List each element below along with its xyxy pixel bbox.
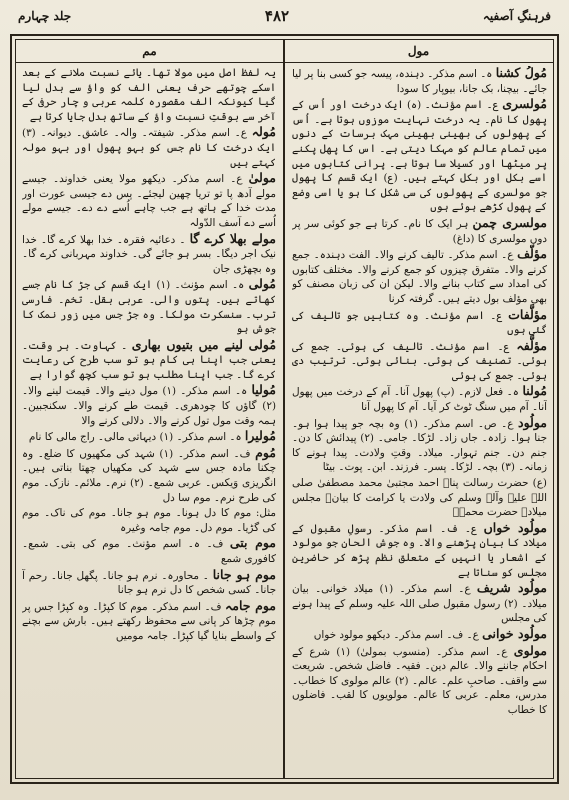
- dictionary-entry: [22, 232, 276, 277]
- entry-definition: ہر ایک کا نام۔ کرتا ہے جو کوئی سر پر دوں مولسری کا (داغ): [292, 217, 547, 245]
- entry-definition: ع۔ اسم مذکر۔ دیکھو مولا یعنی خداوند۔ جیسے مولے آدھ پا تو تریا چھین لیجئے۔ پس دے جیسی عورت اور مدت خدا کے ہاتھ ہے جب چاہے اُسے دے دے۔ جیسے مولے اُسے دے آسف الدّولہ: [22, 173, 276, 229]
- entry-definition: ع۔ اسم مذکر۔ شیفتہ۔ والہ۔ عاشق۔ دیوانہ۔ (۳) ایک درخت کا نام جس کو بہو پھول اور بہو مولہ کہتے ہیں: [22, 127, 276, 169]
- entry-definition: ۔ محاورہ۔ نرم ہو جانا۔ پگھل جانا۔ رحم آ جانا۔ کسی شخص کا دل نرم ہو جانا: [22, 569, 276, 597]
- dictionary-entry: [22, 171, 276, 230]
- dictionary-entry: [22, 125, 276, 170]
- page-frame: [10, 34, 559, 784]
- page-number: ۴۸۲: [264, 7, 290, 25]
- left-column: [22, 66, 276, 772]
- entry-headword: مولیٰ: [248, 170, 276, 186]
- entry-definition: ہ۔ فعل لازم۔ (پ) پھول آنا۔ آم کے درخت میں پھول آنا۔ آم میں سنگ ٹوٹ کر آیا۔ آم کا پھول آنا: [292, 386, 547, 414]
- entry-definition: ع۔ اسم مؤنث۔ تالیف کی ہوئی۔ جمع کی ہوئی۔ تصنیف کی ہوئی۔ بنائی ہوئی۔ ترتیب دی ہوئی۔ جمع کی ہوئی: [292, 340, 547, 382]
- page-frame-inner: [15, 39, 554, 779]
- entry-headword: مُولنا: [522, 383, 547, 399]
- entry-definition: ہ۔ اسم مذکر۔ (۱) مول دینے والا۔ قیمت لینے والا۔ (۲) گاؤں کا چودھری۔ قیمت طے کرنے والا۔ سکنجبین۔ ہمہ وقت مول تول کرنے والا۔ دلالی کرنے والا: [22, 385, 276, 427]
- entry-headword: مُوم: [255, 444, 276, 460]
- dictionary-entry: [292, 216, 547, 246]
- entry-definition: ہ۔ اسم مذکر۔ (۱) دیہاتی مالی۔ راج مالی کا نام: [28, 431, 242, 444]
- entry-definition: مثل: موم کا دل ہونا۔ موم ہو جانا۔ موم کی ناک۔ موم کی گڑیا۔ موم دل۔ موم جامہ وغیرہ: [22, 507, 276, 534]
- left-column-heading: مم: [16, 40, 283, 63]
- dictionary-entry: [292, 416, 547, 475]
- dictionary-entry: [22, 599, 276, 644]
- entry-headword: مولوی: [513, 642, 547, 658]
- entry-definition: ع۔ ص۔ اسم مذکر۔ (۱) وہ بچہ جو پیدا ہوا ہو۔ جنا ہوا۔ زادہ۔ جاں زاد۔ لڑکا۔ جامی۔ (۲) پیدائش کا دن۔ جنم دن۔ جنم تہوار۔ میلاد۔ وقتِ ولادت۔ پیدا ہونے کا زمانہ۔ (۳) بچہ۔ لڑکا۔ پسر۔ فرزند۔ ابن۔ پوت۔ بیٹا: [292, 417, 547, 474]
- entry-definition: ہ۔ اسم مؤنث۔ (۱) ایک قسم کی جڑ کا نام جسے کھاتے ہیں۔ پتوں والی۔ عربی بقل۔ تخم۔ فارسی ترب۔ سنسکرت مولکا۔ وہ جڑ جس میں زور نمک کا جوش ہو: [22, 279, 276, 336]
- dictionary-entry: [292, 339, 547, 384]
- volume-label: جلد چہارم: [18, 9, 72, 23]
- entry-headword: مؤلَّفات: [508, 306, 547, 322]
- entry-definition: ع۔ اسم مؤنث۔ (ہ) ایک درخت اور اُس کے پھول کا نام۔ یہ درخت نہایت موزوں ہوتا ہے۔ اُس کے پھولوں کی بھینی بھینی مہک برسات کے دنوں میں تمام عالم کو مہکا دیتی ہے۔ اس کا پھل پکنے پر میٹھا اور کسیلا سا ہوتا ہے۔ پرانی کتابوں میں اسے بکل اور بکل کہتے ہیں۔ (ع) ایک قسم کا پھول جو مولسری کے پھولوں کی سی شکل کا ہو یا اسی وضع کے پھول کڑھے ہوئے ہوں: [292, 99, 547, 214]
- entry-headword: مُولیرا: [244, 428, 276, 444]
- entry-headword: مولُود خوانی: [482, 625, 547, 641]
- dictionary-entry: [292, 97, 547, 215]
- entry-headword: مولُود شریف: [476, 580, 547, 596]
- dictionary-entry: [292, 384, 547, 414]
- entry-definition: ع۔ ف۔ اسم مذکر۔ رسولِ مقبول کے میلاد کا بیان پڑھنے والا۔ وہ جوش الحان جو مولود کے اشعار یا انہیں کے متعلق نظم پڑھ کر حاضرین مجلس کو سناتا ہے: [292, 522, 547, 579]
- entry-headword: مُولہ: [251, 124, 276, 140]
- entry-headword: موم بتی: [229, 535, 276, 551]
- entry-definition: ع۔ اسم مؤنث۔ وہ کتابیں جو تالیف کی گئی ہوں: [292, 309, 547, 337]
- column-divider: [283, 40, 285, 778]
- entry-headword: مُولیا: [251, 382, 276, 398]
- dictionary-entry: [292, 644, 547, 718]
- dictionary-entry: [22, 383, 276, 428]
- entry-definition: ف۔ اسم مذکر۔ (۱) شہد کی مکھیوں کا ضلع۔ وہ چکنا مادہ جس سے شہد کی مکھیاں چھتا بناتی ہیں۔ انگریزی وَیکس۔ عربی شمع۔ (۲) نرم۔ ملائم۔ نازک۔ موم کی طرح نرم۔ موم سا دل: [22, 447, 276, 504]
- entry-definition: ہ۔ اسم مذکر۔ دہندہ، پیسہ جو کسی بنا پر لیا جائے۔ بیچنا، بک جانا، بیوپار کا سودا: [292, 68, 547, 95]
- dictionary-entry: [292, 308, 547, 338]
- entry-definition: ف۔ ہ۔ اسم مؤنث۔ موم کی بتی۔ شمع۔ کافوری شمع: [22, 538, 276, 565]
- entry-headword: مُولُ کشنا: [495, 66, 547, 80]
- dictionary-entry: [292, 66, 547, 96]
- dictionary-entry: [22, 446, 276, 505]
- right-column-heading: مول: [284, 40, 553, 63]
- entry-definition: ع۔ ف۔ اسم مذکر۔ دیکھو مولود خواں: [313, 628, 479, 641]
- dictionary-entry: [22, 277, 276, 336]
- dictionary-entry: [22, 338, 276, 383]
- dictionary-entry: [292, 627, 547, 643]
- entry-headword: مُولی لینے میں بتیوں بھاری: [131, 336, 276, 352]
- book-title: فرہنگِ آصفیہ: [482, 9, 551, 23]
- entry-definition: ع۔ اسم مذکر۔ (منسوب بمولیٰ) (۱) شرع کے احکام جاننے والا۔ عالم دین۔ فقیہ۔ فاضل شخص۔ شریعت سے واقف۔ صاحبِ علم۔ عالم۔ (۲) عالم مولوی کا خطاب۔ مدرس، معلم۔ عربی کا عالم۔ مولویوں کا لقب۔ فاضلوں کا خطاب: [292, 645, 547, 716]
- entry-definition: (ع) حضرت رسالت پناہ احمد مجتبیٰ محمد مصطفیٰ صلی اللہ علیہ وآلہ وسلم کی ولادت یا کرامت کا بیان۔ مجلس میلاد۔ حضرت محمدؐ: [292, 477, 547, 519]
- dictionary-entry: [22, 568, 276, 598]
- right-column: [292, 66, 547, 772]
- entry-definition: ۔ کہاوت۔ ہر وقت۔ یعنی جب اپنا ہی کام ہو تو سب طرح کی رعایت کرے گا۔ جب اپنا مطلب ہو تو سب کچھ گوارا ہے: [22, 339, 276, 381]
- dictionary-entry: [22, 66, 276, 124]
- entry-headword: مؤلَّفہ: [516, 337, 547, 353]
- dictionary-entry: [22, 506, 276, 535]
- entry-definition: یہ لفظ اصل میں مولا تھا۔ یائے نسبت ملانے کے بعد اسکے چوتھے حرف یعنی الف کو واؤ سے بدل لیا گیا کیونکہ الف مقصورہ کلمہ عربی و چار حرفی کے آخر سے بوقتِ نسبت واؤ کے ساتھ بدل جایا کرتا ہے: [22, 67, 276, 123]
- entry-headword: مولُود خواں: [483, 519, 547, 535]
- entry-headword: مولے بھلا کرے گا: [189, 230, 276, 246]
- dictionary-entry: [22, 429, 276, 445]
- entry-definition: ع۔ اسم مذکر۔ (۱) میلاد خوانی۔ بیان میلاد۔ (۲) رسول مقبول صلی اللہ علیہ وسلم کے پیدا ہونے کی مجلس: [292, 583, 547, 625]
- dictionary-entry: [22, 536, 276, 566]
- entry-headword: مُولسری: [502, 96, 547, 112]
- dictionary-entry: [292, 581, 547, 626]
- running-head: [18, 4, 551, 28]
- entry-headword: مؤلّف: [517, 246, 547, 262]
- entry-headword: مولسری چمن: [472, 214, 547, 230]
- entry-definition: ع۔ اسم مذکر۔ تالیف کرنے والا۔ الفت دہندہ۔ جمع کرنے والا۔ متفرق چیزوں کو جمع کرنے والا۔ مختلف کتابوں کی امداد سے کتاب بنانے والا۔ لیکن ان کی زبان مصنف کو بھی مؤلف بول دیتے ہیں۔ گرفتہ کرنا: [292, 249, 547, 305]
- entry-definition: ۔ دعائیہ فقرہ۔ خدا بھلا کرے گا۔ خدا نیک اجر دیگا۔ بسر ہو جائے گی۔ خداوند مہربانی کرے گا۔ وہ بچھڑی جان: [22, 233, 276, 275]
- dictionary-entry: [292, 476, 547, 520]
- entry-headword: موم ہو جانا: [212, 566, 276, 582]
- dictionary-entry: [292, 247, 547, 306]
- entry-headword: مُولی: [248, 276, 276, 292]
- entry-headword: مولُود: [518, 414, 547, 430]
- entry-definition: ف۔ اسم مذکر۔ موم کا کپڑا۔ وہ کپڑا جس پر موم چڑھا کر پانی سے محفوظ رکھتے ہیں۔ بارش سے بچنے کے واسطے بنایا گیا کپڑا۔ جامہ مومیں: [22, 600, 276, 642]
- dictionary-entry: [292, 521, 547, 580]
- entry-headword: موم جامہ: [224, 597, 276, 613]
